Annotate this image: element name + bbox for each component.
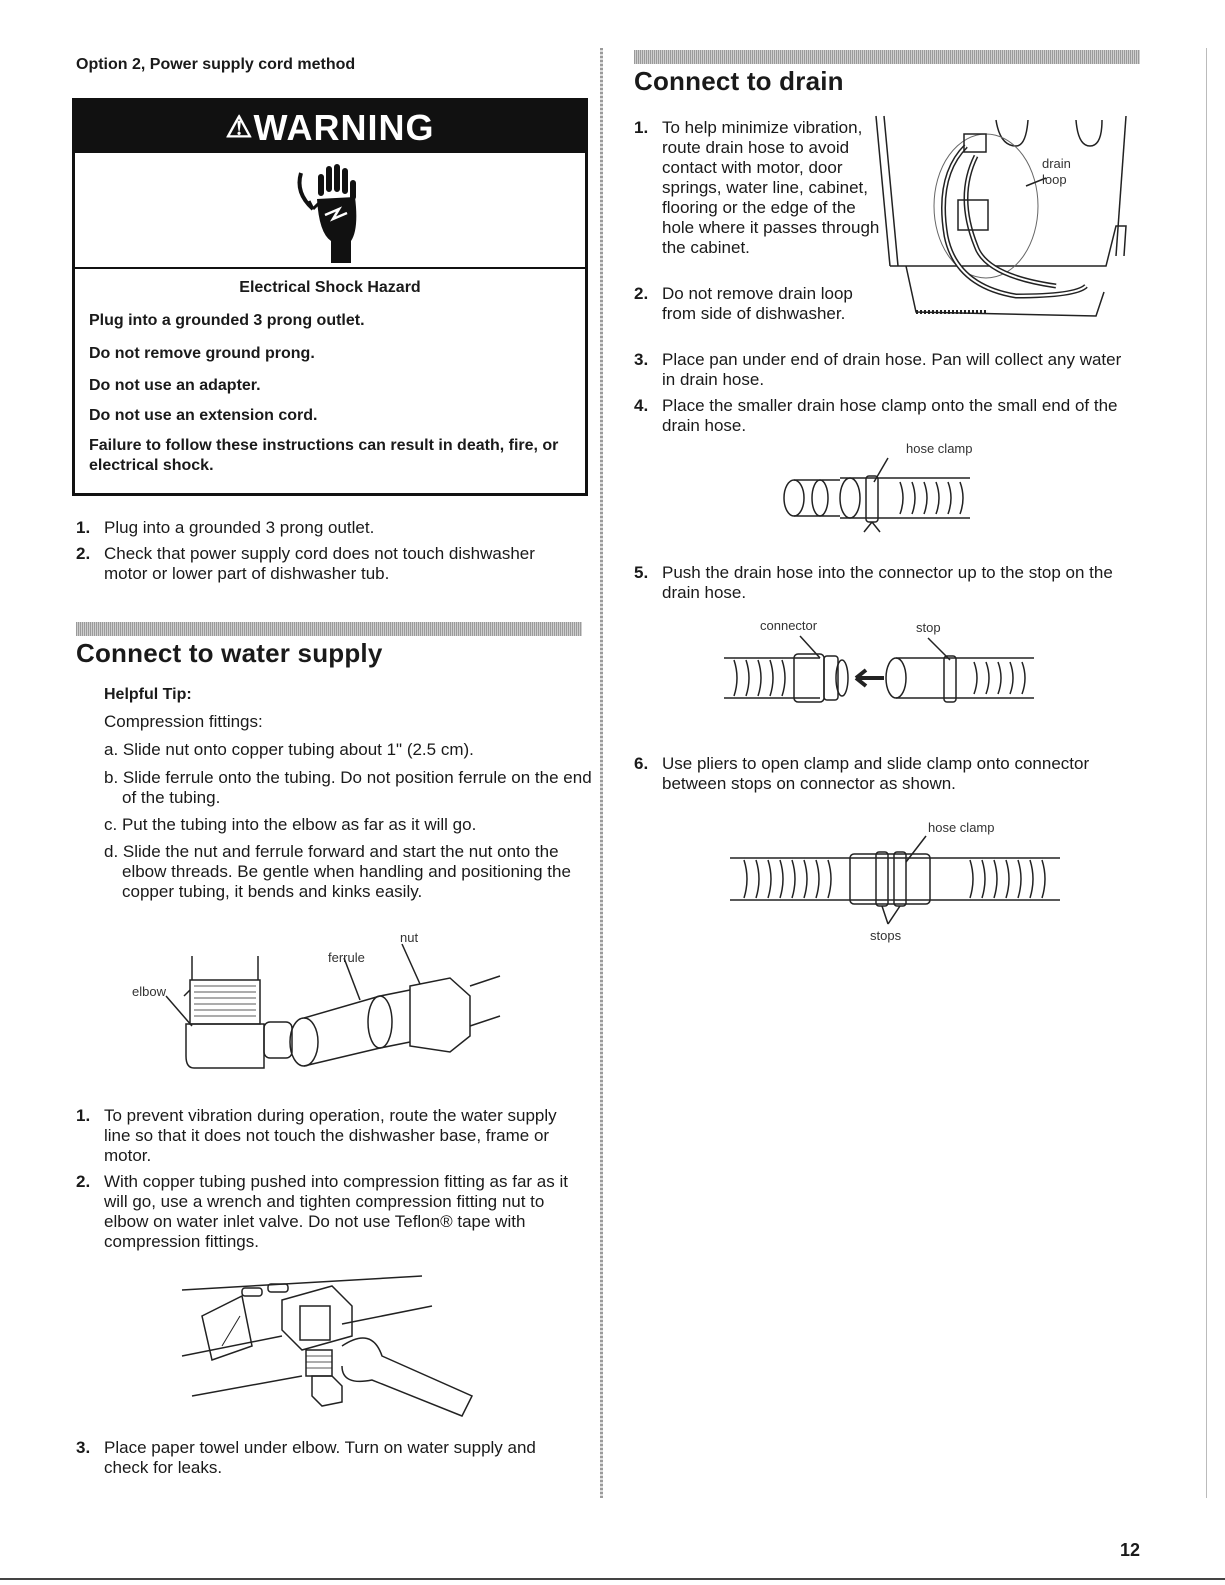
step-text: To help minimize vibration, route drain hose to avoid contact with motor, door springs, water line, cabinet, flooring or the edge of the hole where it passes through the cabinet.	[662, 118, 880, 257]
warning-header-text: WARNING	[253, 107, 435, 148]
drain-step-3	[634, 350, 1134, 390]
step-text: Push the drain hose into the connector up to the stop on the drain hose.	[662, 563, 1113, 602]
label-ferrule: ferrule	[328, 950, 365, 965]
label-nut: nut	[400, 930, 419, 945]
right-edge-line	[1206, 48, 1207, 1498]
warning-line-3: Do not use an adapter.	[89, 377, 261, 394]
section-bar-drain	[634, 50, 1140, 64]
warning-separator	[75, 267, 585, 269]
step-number: 4.	[634, 396, 649, 415]
drain-step-5	[634, 563, 1134, 603]
tip-a: a. Slide nut onto copper tubing about 1" (2.5 cm).	[104, 740, 474, 759]
step-text: Do not remove drain loop from side of dishwasher.	[662, 284, 853, 323]
bottom-edge-line	[0, 1578, 1225, 1580]
water-step-3	[76, 1438, 576, 1478]
page-number: 12	[1120, 1540, 1141, 1560]
label-stops: stops	[870, 928, 902, 943]
tip-d: d. Slide the nut and ferrule forward and start the nut onto the elbow threads. Be gentle when handling and positioning the copper tubing, it bends and kinks easily.	[104, 842, 571, 901]
clamp-between-stops-illustration	[730, 834, 1060, 924]
label-drain: drain	[1042, 156, 1071, 171]
section-bar-water	[76, 622, 582, 636]
column-divider	[600, 48, 603, 1498]
drain-step-6	[634, 754, 1134, 794]
label-hose-clamp-2: hose clamp	[928, 820, 995, 835]
drain-step-1	[634, 118, 884, 258]
hose-clamp-small-end-illustration	[780, 452, 980, 532]
step-number: 2.	[76, 1172, 91, 1191]
helpful-tip-title: Helpful Tip:	[104, 686, 192, 703]
water-step-1	[76, 1106, 576, 1166]
step-number: 5.	[634, 563, 649, 582]
drain-step-4	[634, 396, 1134, 436]
step-number: 1.	[76, 1106, 91, 1125]
electric-shock-hand-icon	[291, 163, 371, 273]
label-hose-clamp-1: hose clamp	[906, 441, 973, 456]
label-stop: stop	[916, 620, 941, 635]
step-number: 2.	[634, 284, 649, 303]
tip-b: b. Slide ferrule onto the tubing. Do not position ferrule on the end of the tubing.	[104, 768, 592, 807]
step-number: 6.	[634, 754, 649, 773]
step-number: 1.	[634, 118, 649, 137]
label-elbow: elbow	[132, 984, 166, 999]
drain-step-2	[634, 284, 854, 324]
step-text: Check that power supply cord does not touch dishwasher motor or lower part of dishwasher tub.	[104, 544, 535, 583]
section-title-water: Connect to water supply	[76, 638, 383, 668]
step-number: 1.	[76, 518, 91, 537]
compression-fitting-illustration	[170, 956, 500, 1086]
tip-c: c. Put the tubing into the elbow as far as it will go.	[104, 815, 477, 834]
warning-line-4: Do not use an extension cord.	[89, 407, 318, 424]
connector-push-illustration	[724, 636, 1034, 716]
warning-triangle-icon: ⚠	[225, 111, 254, 144]
warning-line-2: Do not remove ground prong.	[89, 345, 315, 362]
label-loop: loop	[1042, 172, 1067, 187]
label-connector: connector	[760, 618, 818, 633]
power-step-1	[76, 518, 576, 538]
warning-header	[75, 101, 585, 153]
step-text: Place pan under end of drain hose. Pan will collect any water in drain hose.	[662, 350, 1122, 389]
step-number: 2.	[76, 544, 91, 563]
drain-loop-illustration	[876, 116, 1136, 336]
tip-intro: Compression fittings:	[104, 712, 263, 731]
warning-line-5: Failure to follow these instructions can result in death, fire, or electrical shock.	[89, 437, 559, 474]
water-step-2	[76, 1172, 576, 1252]
power-step-2	[76, 544, 576, 584]
step-number: 3.	[634, 350, 649, 369]
step-text: Place paper towel under elbow. Turn on water supply and check for leaks.	[104, 1438, 536, 1477]
step-number: 3.	[76, 1438, 91, 1457]
hazard-title: Electrical Shock Hazard	[239, 279, 421, 296]
step-text: Place the smaller drain hose clamp onto the small end of the drain hose.	[662, 396, 1118, 435]
step-text: To prevent vibration during operation, route the water supply line so that it does not touch the dishwasher base, frame or motor.	[104, 1106, 557, 1165]
step-text: Use pliers to open clamp and slide clamp onto connector between stops on connector as shown.	[662, 754, 1090, 793]
section-title-drain: Connect to drain	[634, 66, 844, 96]
warning-line-1: Plug into a grounded 3 prong outlet.	[89, 312, 365, 329]
wrench-tightening-illustration	[182, 1276, 482, 1426]
warning-box	[72, 98, 588, 496]
step-text: Plug into a grounded 3 prong outlet.	[104, 518, 375, 537]
option-title: Option 2, Power supply cord method	[76, 56, 356, 73]
step-text: With copper tubing pushed into compression fitting as far as it will go, use a wrench and tighten compression fitting nut to elbow on water inlet valve. Do not use Teflon® tape with compression fittings.	[104, 1172, 568, 1251]
